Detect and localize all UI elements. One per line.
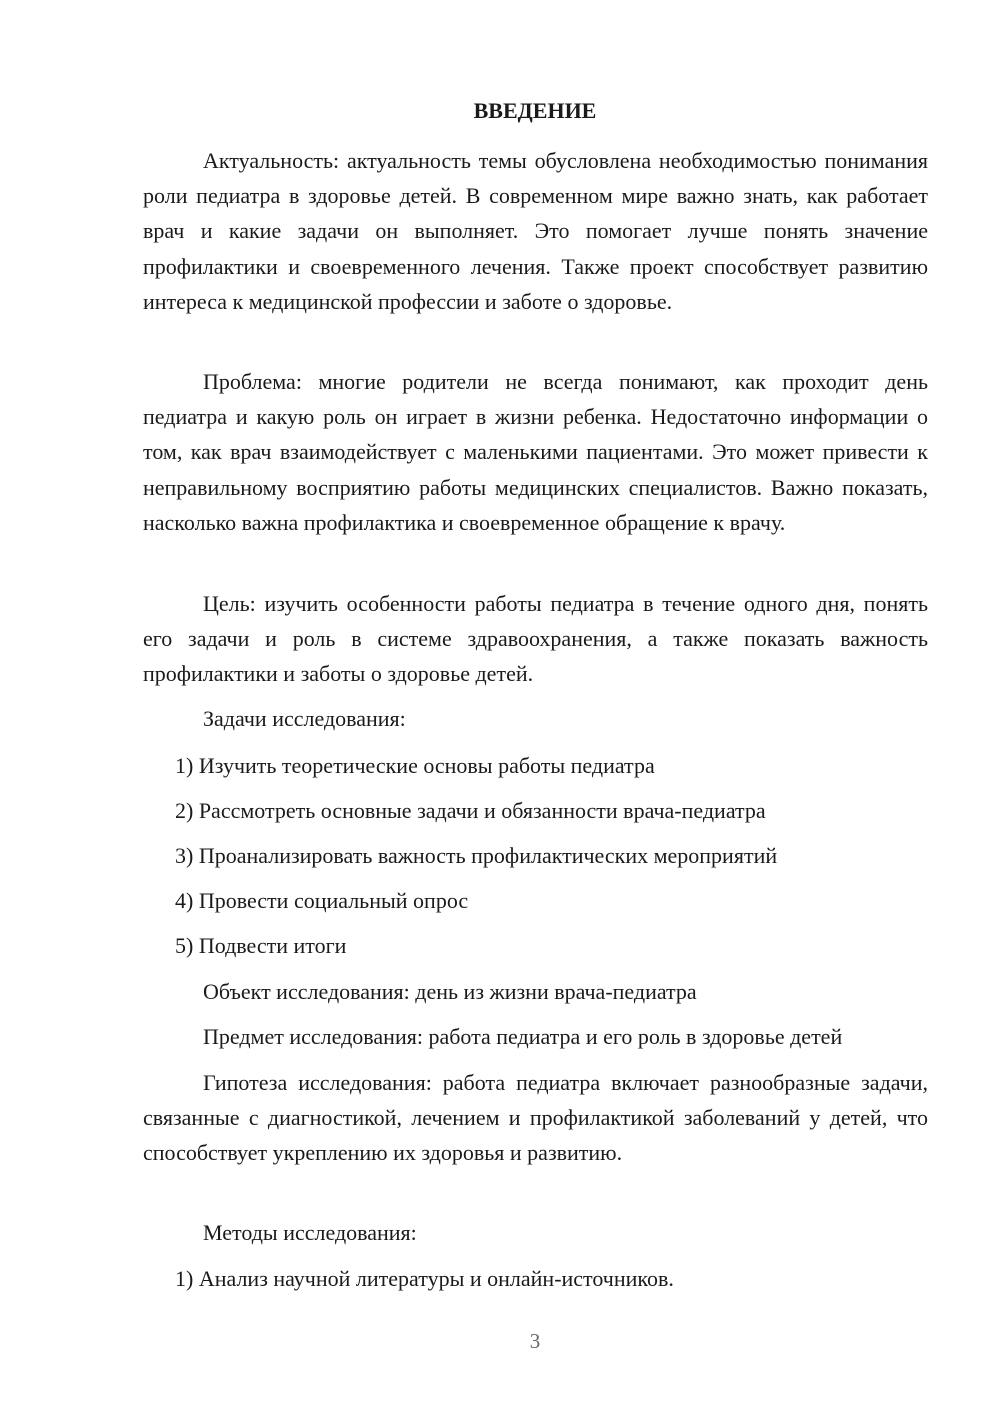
hypothesis-paragraph: Гипотеза исследования: работа педиатра включает разнообразные задачи, связанные с диагностикой, лечением и профилактикой заболеваний у детей, что способствует укреплению их здоровья и развитию. [143, 1070, 928, 1166]
page-number: 3 [529, 1329, 541, 1353]
problem-section [143, 364, 928, 540]
list-item: 1) Анализ научной литературы и онлайн-источников. [175, 1266, 674, 1291]
hypothesis-section [143, 1065, 928, 1171]
research-subject: Предмет исследования: работа педиатра и его роль в здоровье детей [203, 1024, 843, 1049]
task-item-5-block [143, 928, 928, 963]
tasks-heading-block [143, 701, 928, 736]
relevance-section [143, 143, 928, 319]
methods-heading-block [143, 1215, 928, 1250]
methods-heading: Методы исследования: [203, 1220, 417, 1245]
research-object: Объект исследования: день из жизни врача-педиатра [203, 979, 697, 1004]
list-item: 3) Проанализировать важность профилактических мероприятий [175, 843, 778, 868]
relevance-paragraph: Актуальность: актуальность темы обусловлена необходимостью понимания роли педиатра в здоровье детей. В современном мире важно знать, как работает врач и какие задачи он выполняет. Это помогает лучше понять значение профилактики и своевременного лечения. Также проект способствует развитию интереса к медицинской профессии и заботе о здоровье. [143, 148, 928, 314]
task-item-3-block [143, 838, 928, 873]
problem-paragraph: Проблема: многие родители не всегда понимают, как проходит день педиатра и какую роль он играет в жизни ребенка. Недостаточно информации о том, как врач взаимодействует с маленькими пациентами. Это может привести к неправильному восприятию работы медицинских специалистов. Важно показать, насколько важна профилактика и своевременное обращение к врачу. [143, 369, 928, 535]
subject-block [143, 1019, 928, 1054]
list-item: 4) Провести социальный опрос [175, 888, 469, 913]
task-item-1-block [143, 748, 928, 783]
list-item: 5) Подвести итоги [175, 933, 347, 958]
method-item-1-block [143, 1261, 928, 1296]
goal-section [143, 586, 928, 692]
tasks-heading: Задачи исследования: [203, 706, 406, 731]
list-item: 2) Рассмотреть основные задачи и обязанности врача-педиатра [175, 798, 766, 823]
list-item: 1) Изучить теоретические основы работы педиатра [175, 753, 655, 778]
page-title: ВВЕДЕНИЕ [473, 98, 597, 123]
object-block [143, 974, 928, 1009]
goal-paragraph: Цель: изучить особенности работы педиатра в течение одного дня, понять его задачи и роль в системе здравоохранения, а также показать важность профилактики и заботы о здоровье детей. [143, 591, 928, 687]
task-item-4-block [143, 883, 928, 918]
task-item-2-block [143, 793, 928, 828]
